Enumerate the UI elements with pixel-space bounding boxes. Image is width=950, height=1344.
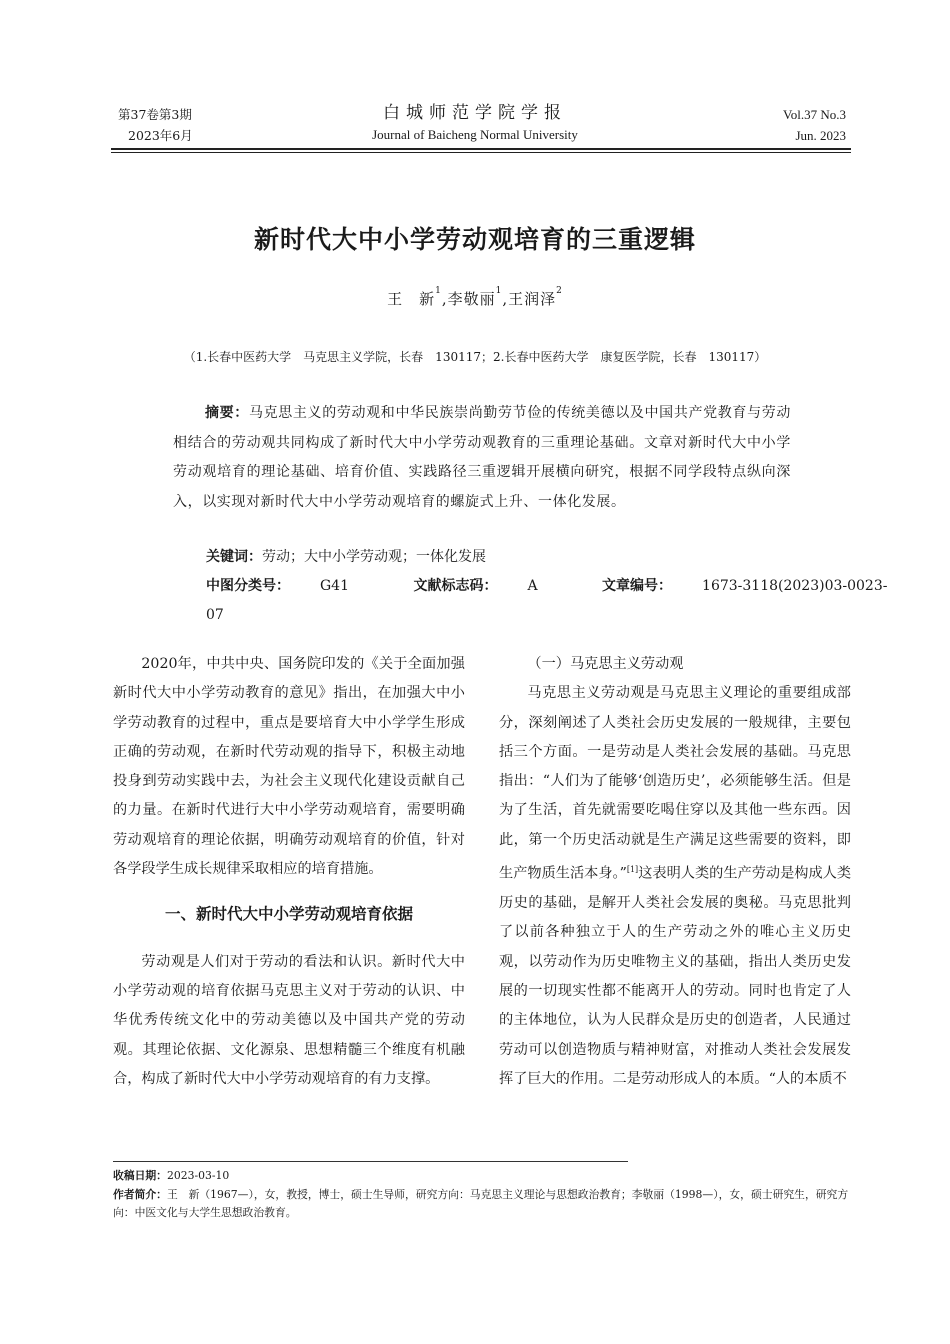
header-rule-thick [111,148,851,150]
citation-ref: [1] [626,865,639,875]
author-affil-mark: 1 [435,286,442,296]
body-paragraph: 劳动观是人们对于劳动的看法和认识。新时代大中小学劳动观的培育依据马克思主义对于劳动的认识、中华优秀传统文化中的劳动美德以及中国共产党的劳动观。其理论依据、文化源泉、思想精髓三个维度有机融合，构成了新时代大中小学劳动观培育的有力支撑。 [113,953,465,1087]
paragraph-text: 这表明人类的生产劳动是构成人类历史的基础，是解开人类社会发展的奥秘。马克思批判了以前各种独立于人的生产劳动之外的唯心主义历史观，以劳动作为历史唯物主义的基础，指出人类历史发展的一切现实性都不能离开人的劳动。同时也肯定了人的主体地位，认为人民群众是历史的创造者，人民通过劳动可以创造物质与精神财富，对推动人类社会发展发挥了巨大的作用。二是劳动形成人的本质。“人的本质不 [499,865,852,1087]
author-info-label: 作者简介： [113,1187,167,1201]
date-en: Jun. 2023 [795,128,846,143]
article-meta [206,543,950,630]
body-column-left [113,650,465,1094]
footnote [113,1167,853,1223]
doc-code-value: A [527,578,538,594]
article-no-value: 1673-3118(2023)03-0023-07 [206,578,888,623]
affiliation: （1.长春中医药大学 马克思主义学院，长春 130117；2.长春中医药大学 康复医学院，长春 130117） [183,350,767,364]
footnote-rule [113,1161,628,1162]
author-info-row [113,1186,853,1223]
paragraph-text: 马克思主义劳动观是马克思主义理论的重要组成部分，深刻阐述了人类社会历史发展的一般规律，主要包括三个方面。一是劳动是人类社会发展的基础。马克思指出：“人们为了能够‘创造历史’，必须能够生活。但是为了生活，首先就需要吃喝住穿以及其他一些东西。因此，第一个历史活动就是生产满足这些需要的资料，即生产物质生活本身。” [499,685,851,882]
classification-row [206,572,950,630]
header-volume-en [783,104,846,146]
received-date: 2023-03-10 [166,1169,230,1182]
doc-code-label: 文献标志码： [413,578,498,594]
journal-name-en: Journal of Baicheng Normal University [372,127,578,142]
abstract [173,399,791,517]
keywords-row [206,543,950,572]
keywords-label: 关键词： [206,549,262,565]
abstract-text: 马克思主义的劳动观和中华民族崇尚勤劳节俭的传统美德以及中国共产党教育与劳动相结合的劳动观共同构成了新时代大中小学劳动观教育的三重理论基础。文章对新时代大中小学劳动观培育的理论基础、培育价值、实践路径三重逻辑开展横向研究，根据不同学段特点纵向深入，以实现对新时代大中小学劳动观培育的螺旋式上升、一体化发展。 [173,405,791,510]
section-heading: 一、新时代大中小学劳动观培育依据 [164,905,413,924]
article-title: 新时代大中小学劳动观培育的三重逻辑 [253,225,696,254]
author-name: 王润泽 [508,290,557,308]
article-no-label: 文章编号： [602,578,673,594]
clc-label: 中图分类号： [206,578,290,594]
body-paragraph [499,679,851,1094]
author-affil-mark: 2 [556,286,563,296]
author-list: 王 新$^1$,李敬丽$^1$,王润泽$^2$ [387,286,563,308]
abstract-label: 摘要： [205,405,249,421]
journal-name-cn: 白城师范学院学报 [383,103,567,123]
header-rule-thin [111,152,851,153]
volume-cn: 第37卷第3期 [118,107,192,122]
keywords: 劳动；大中小学劳动观；一体化发展 [262,549,486,565]
body-paragraph: 2020年，中共中央、国务院印发的《关于全面加强新时代大中小学劳动教育的意见》指出，在加强大中小学劳动教育的过程中，重点是要培育大中小学学生形成正确的劳动观，在新时代劳动观的指导下，积极主动地投身到劳动实践中去，为社会主义现代化建设贡献自己的力量。在新时代进行大中小学劳动观培育，需要明确劳动观培育的理论依据，明确劳动观培育的价值，针对各学段学生成长规律采取相应的培育措施。 [113,656,465,878]
author-name: 王 新 [387,290,436,308]
author-info: 王 新（1967—），女，教授，博士，硕士生导师，研究方向：马克思主义理论与思想政治教育；李敬丽（1998—），女，硕士研究生，研究方向：中医文化与大学生思想政治教育。 [113,1187,849,1219]
clc-value: G41 [320,578,349,594]
volume-en: Vol.37 No.3 [783,107,846,122]
body-column-right [499,650,851,1094]
date-cn: 2023年6月 [128,128,193,143]
author-name: 李敬丽 [447,290,496,308]
author-affil-mark: 1 [495,286,503,296]
received-label: 收稿日期： [113,1169,167,1182]
subsection-heading: （一）马克思主义劳动观 [527,656,684,672]
received-date-row [113,1167,853,1186]
